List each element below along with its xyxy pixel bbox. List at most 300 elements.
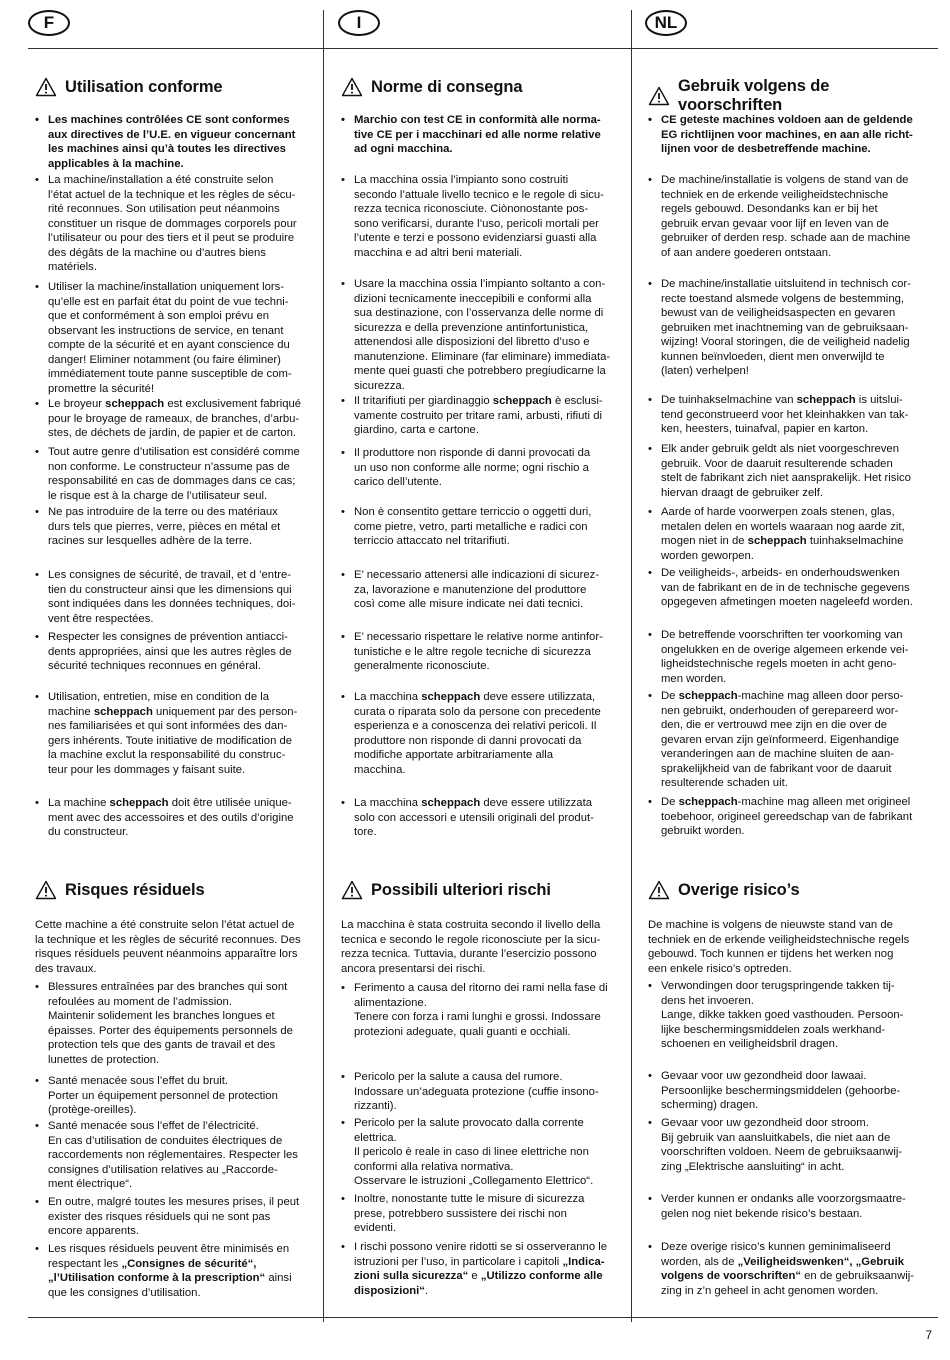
text-line: applicables à la machine. (48, 157, 184, 170)
text-line: Blessures entraînées par des branches qui sont (48, 981, 288, 993)
text-line: men worden. (661, 672, 727, 685)
ce-conformity-text (661, 113, 931, 157)
section-heading-residual-risks (35, 880, 205, 900)
text-line: protection tels que des gants de travail et des (48, 1039, 276, 1051)
text-line: nes familiarisées et qui sont informées des dan- (48, 720, 288, 732)
residual-risks-intro (648, 918, 931, 976)
text-line: Marchio con test CE in conformità alle norma- (354, 114, 601, 126)
text-line: gebruik ervan gevaar voor lijf en leven van de (661, 217, 889, 230)
text-line: vent être respectées. (48, 612, 154, 625)
text-line: generalmente riconosciute. (354, 660, 490, 672)
text-line: Osservare le istruzioni „Collegamento Elettrico“. (354, 1175, 594, 1187)
text-line: prese, potrebbero sussistere dei rischi non (354, 1207, 567, 1220)
text-line: tecnica e secondo le regole riconosciute per la sicu- (341, 933, 601, 946)
text-line: De tuinhakselmachine van scheppach is uitslui- (661, 394, 903, 406)
text-line: gers inhérents. Toute initiative de modification de (48, 734, 293, 747)
text-line: De veiligheids-, arbeids- en onderhoudswenken (661, 567, 900, 579)
list-item-text (48, 1242, 318, 1300)
text-line: come pietre, vetro, parti metalliche e radici con (354, 520, 588, 533)
text-line: „l’Utilisation conforme à la prescription“ ainsi (48, 1272, 292, 1284)
text-line: danger! Eliminer notamment (ou faire éliminer) (48, 353, 281, 366)
list-item-text (354, 1070, 624, 1114)
bullet-icon: • (341, 114, 345, 126)
text-line: rezza tecnica riconosciute. Ciònonostante pos- (354, 203, 589, 215)
text-line: nen gebruikt, onderhouden of gerepareerd wor- (661, 704, 899, 717)
text-line: Les consignes de sécurité, de travail, et d ’entre- (48, 569, 292, 581)
text-line: carico dell’utente. (354, 476, 442, 488)
list-item-text (661, 1240, 931, 1298)
bullet-icon: • (648, 1070, 652, 1082)
bullet-icon: • (35, 691, 39, 703)
text-line: wijzing! Vooral storingen, die de veiligheid nadelig (661, 336, 910, 348)
text-line: lijnen voor de desbetreffende machine. (661, 143, 871, 155)
list-item-text (354, 1116, 624, 1189)
text-line: l’utente e terzi e possono evidenziarsi guasti alla (354, 232, 597, 244)
section-title: Norme di consegna (371, 77, 523, 96)
text-line: Le broyeur scheppach est exclusivement fabriqué (48, 398, 302, 410)
text-line: la technique et les règles de sécurité reconnues. Des (35, 933, 301, 946)
text-line: sicurezza. (354, 379, 405, 392)
list-item-text (48, 568, 318, 626)
list-item-text (354, 981, 624, 1039)
text-line: un uso non conforme alle norme; ogni rischio a (354, 461, 589, 474)
text-line: zing „Elektrische aansluiting“ in acht. (661, 1160, 845, 1173)
text-line: sprakelijkheid van de fabrikant voor de daaruit (661, 762, 892, 775)
section-title: Risques résiduels (65, 880, 205, 899)
text-line: tive CE per i macchinari ed alle norme relative (354, 128, 601, 141)
section-heading-residual-risks (341, 880, 551, 900)
bullet-icon: • (341, 1193, 345, 1205)
text-line: esperienza e a conoscenza dei relativi pericoli. Il (354, 720, 597, 732)
bullet-icon: • (648, 114, 652, 126)
text-line: teur pour les dommages y faisant suite. (48, 763, 246, 776)
text-line: Les risques résiduels peuvent être minimisés en (48, 1243, 290, 1255)
warning-triangle-icon (648, 880, 670, 900)
list-item-text (354, 505, 624, 549)
list-item-text (48, 173, 318, 275)
text-line: rizzanti). (354, 1100, 397, 1112)
text-line: ancora presentarsi dei rischi. (341, 962, 486, 975)
text-line: La macchina scheppach deve essere utilizzata, (354, 691, 596, 703)
text-line: Non è consentito gettare terriccio o oggetti duri, (354, 506, 592, 518)
list-item-text (48, 1195, 318, 1239)
text-line: gebruik. Voor de daaruit resulterende schaden (661, 457, 893, 470)
text-line: schoenen en veiligheidsbril dragen. (661, 1038, 839, 1050)
bullet-icon: • (648, 1241, 652, 1253)
list-item-text (661, 277, 931, 379)
section-heading-intended-use (648, 77, 931, 115)
text-line: Deze overige risico’s kunnen geminimaliseerd (661, 1241, 891, 1253)
text-line: tunistiche e le altre regole tecniche di sicurezza (354, 645, 591, 658)
text-line: des travaux. (35, 962, 97, 975)
text-line: bewust van de veiligheidsaspecten en gevaren (661, 307, 896, 319)
list-item-text (48, 1119, 318, 1192)
text-line: matériels. (48, 261, 97, 273)
list-item-text (354, 630, 624, 674)
list-item-text (354, 690, 624, 777)
text-line: immédiatement toute panne susceptible de com- (48, 368, 292, 380)
text-line: mente quei guasti che potrebbero pregiudicarne la (354, 365, 606, 377)
text-line: hiervan draagt de gebruiker zelf. (661, 486, 824, 499)
text-line: Cette machine a été construite selon l’état actuel de (35, 919, 295, 931)
list-item-text (48, 1074, 318, 1118)
bullet-icon: • (35, 631, 39, 643)
text-line: l’état actuel de la technique et les règles de sécu- (48, 188, 296, 201)
text-line: risques résiduels peuvent néanmoins apparaître lors (35, 948, 298, 960)
bullet-icon: • (35, 569, 39, 581)
section-title: Gebruik volgens de voorschriften (678, 77, 830, 114)
text-line: solo con accessori e utensili originali del produt- (354, 811, 594, 824)
text-line: les machines ainsi qu’à toutes les directives (48, 143, 286, 155)
text-line: ligheidstechnische regels moeten in acht geno- (661, 658, 897, 670)
column-nl (648, 0, 931, 1320)
text-line: Usare la macchina ossia l’impianto soltanto a con- (354, 278, 606, 290)
bullet-icon: • (648, 506, 652, 518)
text-line: aux directives de l’U.E. en vigueur concernant (48, 128, 296, 141)
text-line: E’ necessario attenersi alle indicazioni di sicurez- (354, 569, 600, 581)
text-line: (protège-oreilles). (48, 1104, 137, 1116)
list-item-text (48, 280, 318, 396)
text-line: En cas d’utilisation de conduites électriques de (48, 1134, 283, 1147)
list-item-text (48, 796, 318, 840)
text-line: Verwondingen door terugspringende takken tij- (661, 980, 895, 992)
text-line: La macchina ossia l’impianto sono costruiti (354, 174, 569, 186)
list-item-text (48, 445, 318, 503)
text-line: vamente costruito per tritare rami, arbusti, rifiuti di (354, 409, 602, 422)
residual-risks-intro (35, 918, 318, 976)
text-line: machine scheppach uniquement par des person- (48, 705, 298, 718)
list-item-text (661, 1116, 931, 1174)
list-item-text (354, 1192, 624, 1236)
text-line: sont indiquées dans les données techniques, doi- (48, 598, 296, 610)
language-badge-it: I (338, 10, 380, 36)
bullet-icon: • (648, 278, 652, 290)
column-divider-1 (323, 10, 324, 1322)
text-line: evidenti. (354, 1222, 397, 1234)
text-line: Il produttore non risponde di danni provocati da (354, 447, 591, 459)
text-line: opgegeven afmetingen moeten nageleefd worden. (661, 596, 913, 608)
bullet-icon: • (341, 569, 345, 581)
text-line: le risque est à la charge de l’utilisateur seul. (48, 489, 268, 502)
bullet-icon: • (35, 797, 39, 809)
text-line: scherming) dragen. (661, 1099, 759, 1111)
text-line: rité reconnues. Son utilisation peut néanmoins (48, 203, 280, 215)
list-item-text (354, 173, 624, 260)
text-line: encore apparents. (48, 1225, 140, 1237)
text-line: così come alle misure indicate nei dati tecnici. (354, 598, 584, 610)
text-line: toebehoor, origineel gereedschap van de fabrikant (661, 810, 913, 823)
warning-triangle-icon (35, 77, 57, 97)
text-line: exister des risques résiduels qui ne sont pas (48, 1210, 271, 1223)
text-line: CE geteste machines voldoen aan de geldende (661, 114, 913, 126)
text-line: De scheppach-machine mag alleen door perso- (661, 690, 904, 702)
text-line: techniek en de erkende veiligheidstechnische (661, 188, 889, 201)
text-line: lunettes de protection. (48, 1053, 160, 1066)
text-line: EG richtlijnen voor machines, en aan alle richt- (661, 128, 913, 141)
bullet-icon: • (648, 980, 652, 992)
text-line: épaisses. Porter des équipements personnels de (48, 1024, 293, 1037)
text-line: terriccio attaccato nel tritarifiuti. (354, 535, 510, 547)
text-line: Elk ander gebruik geldt als niet voorgeschreven (661, 443, 900, 455)
text-line: sono verificarsi, durante l’uso, pericoli mortali per (354, 217, 599, 230)
text-line: Santé menacée sous l’effet du bruit. (48, 1075, 229, 1087)
bullet-icon: • (341, 278, 345, 290)
text-line: tend geconstrueerd voor het kleinhakken van tak- (661, 408, 909, 421)
ce-conformity-text (48, 113, 318, 171)
list-item-text (354, 394, 624, 438)
text-line: worden, als de „Veiligheidswenken“, „Gebruik (661, 1255, 904, 1268)
section-heading-intended-use (35, 77, 223, 97)
section-heading-intended-use (341, 77, 522, 97)
text-line: Persoonlijke beschermingsmiddelen (gehoorbe- (661, 1084, 901, 1097)
text-line: gebouwd. Toch kunnen er tijdens het werken nog (648, 948, 894, 960)
text-line: observant les instructions de service, en tenant (48, 324, 284, 337)
bullet-icon: • (35, 114, 39, 126)
text-line: La macchina scheppach deve essere utilizzata (354, 797, 593, 809)
text-line: secondo l’attuale livello tecnico e le regole di sicu- (354, 188, 604, 201)
bullet-icon: • (341, 447, 345, 459)
text-line: promettre la sécurité! (48, 382, 155, 395)
text-line: Utiliser la machine/installation uniquement lors- (48, 281, 285, 293)
text-line: De machine/installatie is volgens de stand van de (661, 174, 909, 186)
text-line: Pericolo per la salute provocato dalla corrente (354, 1117, 584, 1129)
text-line: worden geworpen. (661, 549, 754, 562)
list-item-text (661, 979, 931, 1052)
text-line: istruzioni per l’uso, in particolare i capitoli „Indica- (354, 1255, 605, 1268)
text-line: refoulées au moment de l’admission. (48, 995, 232, 1008)
text-line: gebruiken met inachtneming van de gebruiksaan- (661, 321, 909, 334)
text-line: De scheppach-machine mag alleen met origineel (661, 796, 911, 808)
text-line: den, die er vertrouwd mee zijn en die over de (661, 719, 888, 731)
text-line: De betreffende voorschriften ter voorkoming van (661, 629, 903, 641)
list-item-text (354, 796, 624, 840)
bullet-icon: • (648, 1193, 652, 1205)
text-line: la machine exclut la responsabilité du construc- (48, 749, 286, 761)
bullet-icon: • (35, 281, 39, 293)
bullet-icon: • (648, 1117, 652, 1129)
warning-triangle-icon (35, 880, 57, 900)
text-line: non conforme. Le constructeur n’assume pas de (48, 460, 290, 473)
text-line: consignes d’utilisation relatives au „Raccorde- (48, 1163, 278, 1176)
text-line: La machine/installation a été construite selon (48, 174, 274, 186)
text-line: recte toestand alsmede volgens de bestemming, (661, 292, 905, 305)
language-badge-fr: F (28, 10, 70, 36)
text-line: De machine is volgens de nieuwste stand van de (648, 919, 893, 931)
bullet-icon: • (648, 690, 652, 702)
list-item-text (661, 442, 931, 500)
text-line: curata o riparata solo da persone con precedente (354, 705, 601, 718)
bullet-icon: • (648, 174, 652, 186)
section-title: Overige risico’s (678, 880, 800, 899)
list-item-text (661, 566, 931, 610)
language-badge-nl: NL (645, 10, 687, 36)
text-line: zioni sulla sicurezza“ e „Utilizzo conforme alle (354, 1270, 603, 1282)
text-line: Lange, dikke takken goed vasthouden. Persoon- (661, 1009, 904, 1021)
text-line: volgens de voorschriften“ en de gebruiksaanwij- (661, 1270, 915, 1282)
text-line: sicurezza e della prevenzione antinfortunistica, (354, 321, 589, 334)
list-item-text (48, 630, 318, 674)
text-line: produttore non risponde di danni provocati da (354, 734, 582, 747)
text-line: Respecter les consignes de prévention antiacci- (48, 631, 288, 643)
text-line: een enkele risico’s optreden. (648, 962, 792, 975)
text-line: responsabilité en cas de dommages dans ce cas; (48, 475, 296, 487)
text-line: ken, heesters, tuinafval, papier en karton. (661, 423, 869, 435)
list-item-text (661, 505, 931, 563)
ce-conformity-text (354, 113, 624, 157)
text-line: sua destinazione, con l’osservanza delle norme di (354, 307, 604, 319)
section-heading-residual-risks (648, 880, 800, 900)
text-line: La machine scheppach doit être utilisée unique- (48, 797, 292, 809)
text-line: respectant les „Consignes de sécurité“, (48, 1257, 257, 1270)
text-line: compte de la sécurité et en ayant conscience du (48, 339, 290, 351)
text-line: gevaren ervan zijn geïnformeerd. Eigenhandige (661, 733, 900, 746)
residual-risks-intro (341, 918, 624, 976)
text-line: Santé menacée sous l’effet de l’électricité. (48, 1120, 259, 1132)
text-line: macchina. (354, 763, 406, 776)
text-line: rezza tecnica. Tuttavia, durante l’esercizio possono (341, 948, 597, 960)
list-item-text (48, 505, 318, 549)
page-number: 7 (925, 1328, 932, 1342)
text-line: Ne pas introduire de la terre ou des matériaux (48, 506, 278, 518)
text-line: zing in z’n geheel in acht genomen worden. (661, 1284, 879, 1297)
bullet-icon: • (648, 394, 652, 406)
list-item-text (354, 1240, 624, 1298)
text-line: attenendosi alle disposizioni del libretto d’uso e (354, 336, 590, 348)
bullet-icon: • (35, 1120, 39, 1132)
text-line: Inoltre, nonostante tutte le misure di sicurezza (354, 1193, 585, 1205)
text-line: van de fabrikant en de in de technische gegevens (661, 581, 910, 594)
text-line: tien du constructeur ainsi que les dimensions qui (48, 583, 292, 596)
bullet-icon: • (341, 982, 345, 994)
text-line: La macchina è stata costruita secondo il livello della (341, 919, 601, 931)
text-line: Pericolo per la salute a causa del rumore. (354, 1071, 563, 1083)
text-line: sécurité techniques reconnues en général. (48, 660, 261, 672)
bullet-icon: • (341, 1241, 345, 1253)
warning-triangle-icon (341, 77, 363, 97)
bullet-icon: • (341, 506, 345, 518)
text-line: Bij gebruik van aansluitkabels, die niet aan de (661, 1131, 891, 1144)
text-line: des dégâts de la machine ou d’autres biens (48, 246, 266, 259)
bullet-icon: • (35, 506, 39, 518)
text-line: manutenzione. Eliminare (far eliminare) immediata- (354, 350, 611, 363)
list-item-text (354, 277, 624, 393)
text-line: gelen nog niet bekende risico’s bestaan. (661, 1207, 863, 1220)
bullet-icon: • (648, 567, 652, 579)
column-it (341, 0, 624, 1320)
list-item-text (354, 568, 624, 612)
list-item-text (354, 446, 624, 490)
section-title: Possibili ulteriori rischi (371, 880, 551, 899)
column-divider-2 (631, 10, 632, 1322)
text-line: metalen delen en wortels waaraan nog aarde zit, (661, 520, 905, 533)
bullet-icon: • (341, 395, 345, 407)
text-line: constituer un risque de dommages corporels pour (48, 217, 297, 230)
text-line: Indossare un’adeguata protezione (cuffie insono- (354, 1085, 599, 1098)
text-line: voorschriften voldoen. Neem de gebruiksaanwij- (661, 1146, 903, 1158)
text-line: raccordements non réglementaires. Respecter les (48, 1149, 298, 1161)
text-line: elettrica. (354, 1131, 397, 1144)
text-line: Gevaar voor uw gezondheid door stroom. (661, 1117, 869, 1129)
text-line: techniek en de erkende veiligheidstechnische regels (648, 933, 910, 946)
text-line: alimentazione. (354, 996, 427, 1009)
bullet-icon: • (35, 446, 39, 458)
text-line: racines sur lesquelles adhère de la terre. (48, 535, 253, 547)
text-line: De machine/installatie uitsluitend in technisch cor- (661, 278, 911, 290)
bullet-icon: • (648, 796, 652, 808)
text-line: of aan andere goederen ontstaan. (661, 246, 832, 259)
list-item-text (661, 628, 931, 686)
text-line: Les machines contrôlées CE sont conformes (48, 114, 290, 126)
text-line: Il tritarifiuti per giardinaggio scheppach è esclusi- (354, 395, 603, 407)
list-item-text (661, 173, 931, 260)
text-line: giardino, carta e cartone. (354, 424, 479, 436)
text-line: gebruikt worden. (661, 825, 745, 837)
bullet-icon: • (341, 174, 345, 186)
list-item-text (661, 1069, 931, 1113)
text-line: macchina e ad altri beni materiali. (354, 246, 523, 259)
text-line: ad ogni macchina. (354, 143, 453, 155)
text-line: kunnen beïnvloeden, dient men onverwijld te (661, 350, 885, 363)
bullet-icon: • (341, 1071, 345, 1083)
list-item-text (661, 795, 931, 839)
text-line: Tenere con forza i rami lunghi e grossi. Indossare (354, 1011, 601, 1023)
text-line: pour le broyage de rameaux, de branches, d’arbu- (48, 412, 300, 425)
bullet-icon: • (648, 629, 652, 641)
column-fr (35, 0, 318, 1320)
list-item-text (48, 397, 318, 441)
list-item-text (48, 980, 318, 1067)
text-line: Gevaar voor uw gezondheid door lawaai. (661, 1070, 867, 1082)
bullet-icon: • (341, 631, 345, 643)
text-line: disposizioni“. (354, 1284, 429, 1297)
text-line: Ferimento a causa del ritorno dei rami nella fase di (354, 982, 608, 994)
bullet-icon: • (648, 443, 652, 455)
text-line: dizioni tecnicamente ineccepibili e conformi alla (354, 292, 592, 305)
bullet-icon: • (341, 1117, 345, 1129)
text-line: I rischi possono venire ridotti se si osserveranno le (354, 1241, 608, 1253)
text-line: (laten) verhelpen! (661, 365, 749, 377)
text-line: stelt de fabrikant zich niet aansprakelijk. Het risico (661, 472, 911, 484)
text-line: ongelukken en de overige algemeen erkende vei- (661, 643, 909, 656)
text-line: ment électrique“. (48, 1178, 133, 1190)
text-line: Il pericolo è reale in caso di linee elettriche non (354, 1146, 589, 1158)
text-line: Aarde of harde voorwerpen zoals stenen, glas, (661, 506, 895, 518)
bullet-icon: • (35, 981, 39, 993)
text-line: stes, de déchets de jardin, de papier et de carton. (48, 427, 297, 439)
bullet-icon: • (35, 398, 39, 410)
text-line: regels gebouwd. Desondanks kan er bij het (661, 203, 878, 215)
text-line: dens het invoeren. (661, 994, 754, 1007)
text-line: l’utilisateur ou pour des tiers et il peut se produire (48, 232, 295, 244)
bullet-icon: • (35, 174, 39, 186)
text-line: E’ necessario rispettare le relative norme antinfor- (354, 631, 603, 643)
text-line: tore. (354, 826, 377, 838)
text-line: protezioni adeguate, quali guanti e occhiali. (354, 1025, 571, 1038)
text-line: modifiche apportate arbitrariamente alla (354, 749, 554, 761)
warning-triangle-icon (648, 86, 670, 106)
text-line: du constructeur. (48, 826, 129, 838)
text-line: conformi alla relativa normativa. (354, 1160, 514, 1173)
list-item-text (48, 690, 318, 777)
text-line: gebruiker of derden resp. schade aan de machine (661, 232, 911, 244)
text-line: En outre, malgré toutes les mesures prises, il peut (48, 1196, 300, 1208)
text-line: Verder kunnen er ondanks alle voorzorgsmaatre- (661, 1193, 906, 1205)
text-line: resulterende schaden uit. (661, 777, 788, 789)
bullet-icon: • (35, 1075, 39, 1087)
text-line: Utilisation, entretien, mise en condition de la (48, 691, 270, 703)
text-line: za, lavorazione e manutenzione del produttore (354, 583, 587, 596)
section-title: Utilisation conforme (65, 77, 223, 96)
